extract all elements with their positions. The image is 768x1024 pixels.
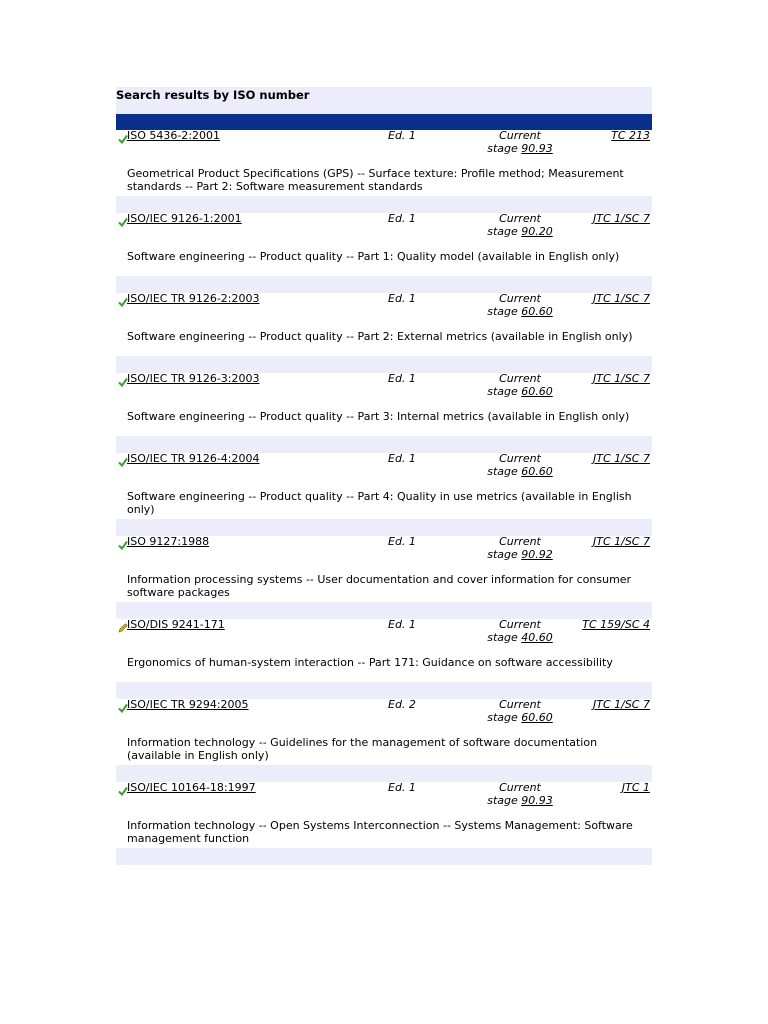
results-header-bar (116, 114, 652, 130)
committee-link[interactable]: JTC 1 (621, 781, 650, 794)
stage-prefix: stage (487, 548, 518, 561)
results-container (116, 87, 652, 865)
result-description: Software engineering -- Product quality -- Part 2: External metrics (available in English only) (127, 330, 633, 343)
committee-link[interactable]: TC 159/SC 4 (582, 618, 650, 631)
stage-label: Current (499, 781, 541, 794)
result-row (116, 130, 652, 163)
stage-info (485, 372, 555, 398)
result-separator (116, 682, 652, 699)
stage-prefix: stage (487, 631, 518, 644)
stage-label: Current (499, 698, 541, 711)
result-row (116, 782, 652, 815)
stage-info (485, 292, 555, 318)
result-description: Information technology -- Open Systems Interconnection -- Systems Management: Software management function (127, 819, 633, 845)
stage-info (485, 212, 555, 238)
result-description: Information technology -- Guidelines for the management of software documentation (available in English only) (127, 736, 598, 762)
stage-prefix: stage (487, 465, 518, 478)
committee-link[interactable]: JTC 1/SC 7 (592, 535, 650, 548)
stage-label: Current (499, 292, 541, 305)
result-separator (116, 436, 652, 453)
stage-prefix: stage (487, 385, 518, 398)
committee-link[interactable]: JTC 1/SC 7 (592, 372, 650, 385)
result-item (116, 213, 652, 276)
standard-reference-link[interactable]: ISO 5436-2:2001 (127, 129, 221, 142)
standard-reference-link[interactable]: ISO/IEC TR 9294:2005 (127, 698, 249, 711)
standard-reference-link[interactable]: ISO/IEC TR 9126-2:2003 (127, 292, 260, 305)
stage-info (485, 452, 555, 478)
result-item (116, 782, 652, 848)
result-description: Geometrical Product Specifications (GPS) -- Surface texture: Profile method; Measurement standards -- Part 2: Software measurement standards (127, 167, 624, 193)
results-list (116, 130, 652, 865)
edition-label: Ed. 1 (388, 535, 416, 548)
result-separator (116, 356, 652, 373)
stage-info (485, 781, 555, 807)
standard-reference-link[interactable]: ISO 9127:1988 (127, 535, 210, 548)
edition-label: Ed. 1 (388, 212, 416, 225)
result-description: Software engineering -- Product quality -- Part 3: Internal metrics (available in English only) (127, 410, 630, 423)
standard-reference-link[interactable]: ISO/IEC 10164-18:1997 (127, 781, 256, 794)
stage-code-link[interactable]: 60.60 (521, 385, 553, 398)
result-row (116, 619, 652, 652)
standard-reference-link[interactable]: ISO/DIS 9241-171 (127, 618, 225, 631)
result-separator (116, 519, 652, 536)
result-row (116, 699, 652, 732)
stage-info (485, 618, 555, 644)
result-description: Information processing systems -- User documentation and cover information for consumer software packages (127, 573, 632, 599)
result-row (116, 293, 652, 326)
stage-code-link[interactable]: 60.60 (521, 305, 553, 318)
committee-link[interactable]: JTC 1/SC 7 (592, 292, 650, 305)
result-item (116, 619, 652, 682)
edition-label: Ed. 1 (388, 292, 416, 305)
edition-label: Ed. 2 (388, 698, 416, 711)
result-separator (116, 848, 652, 865)
standard-reference-link[interactable]: ISO/IEC TR 9126-3:2003 (127, 372, 260, 385)
stage-code-link[interactable]: 90.20 (521, 225, 553, 238)
stage-label: Current (499, 212, 541, 225)
stage-label: Current (499, 618, 541, 631)
standard-reference-link[interactable]: ISO/IEC TR 9126-4:2004 (127, 452, 260, 465)
result-description: Software engineering -- Product quality -- Part 4: Quality in use metrics (available in English only) (127, 490, 632, 516)
stage-label: Current (499, 372, 541, 385)
result-row (116, 536, 652, 569)
edition-label: Ed. 1 (388, 452, 416, 465)
stage-code-link[interactable]: 60.60 (521, 465, 553, 478)
stage-prefix: stage (487, 711, 518, 724)
stage-code-link[interactable]: 90.93 (521, 794, 553, 807)
result-description: Software engineering -- Product quality -- Part 1: Quality model (available in English only) (127, 250, 620, 263)
standard-reference-link[interactable]: ISO/IEC 9126-1:2001 (127, 212, 242, 225)
stage-prefix: stage (487, 225, 518, 238)
result-description: Ergonomics of human-system interaction -- Part 171: Guidance on software accessibility (127, 656, 613, 669)
result-item (116, 130, 652, 196)
page-title: Search results by ISO number (116, 87, 652, 114)
stage-info (485, 698, 555, 724)
stage-label: Current (499, 535, 541, 548)
stage-prefix: stage (487, 794, 518, 807)
result-row (116, 453, 652, 486)
committee-link[interactable]: JTC 1/SC 7 (592, 698, 650, 711)
stage-code-link[interactable]: 90.92 (521, 548, 553, 561)
edition-label: Ed. 1 (388, 618, 416, 631)
stage-info (485, 129, 555, 155)
result-separator (116, 602, 652, 619)
result-separator (116, 765, 652, 782)
result-item (116, 453, 652, 519)
stage-prefix: stage (487, 142, 518, 155)
result-item (116, 699, 652, 765)
stage-code-link[interactable]: 90.93 (521, 142, 553, 155)
result-item (116, 293, 652, 356)
stage-code-link[interactable]: 40.60 (521, 631, 553, 644)
edition-label: Ed. 1 (388, 372, 416, 385)
stage-prefix: stage (487, 305, 518, 318)
stage-label: Current (499, 129, 541, 142)
result-separator (116, 196, 652, 213)
committee-link[interactable]: JTC 1/SC 7 (592, 212, 650, 225)
edition-label: Ed. 1 (388, 781, 416, 794)
result-row (116, 213, 652, 246)
result-row (116, 373, 652, 406)
result-item (116, 536, 652, 602)
stage-code-link[interactable]: 60.60 (521, 711, 553, 724)
edition-label: Ed. 1 (388, 129, 416, 142)
result-item (116, 373, 652, 436)
stage-info (485, 535, 555, 561)
result-separator (116, 276, 652, 293)
committee-link[interactable]: JTC 1/SC 7 (592, 452, 650, 465)
committee-link[interactable]: TC 213 (611, 129, 650, 142)
stage-label: Current (499, 452, 541, 465)
